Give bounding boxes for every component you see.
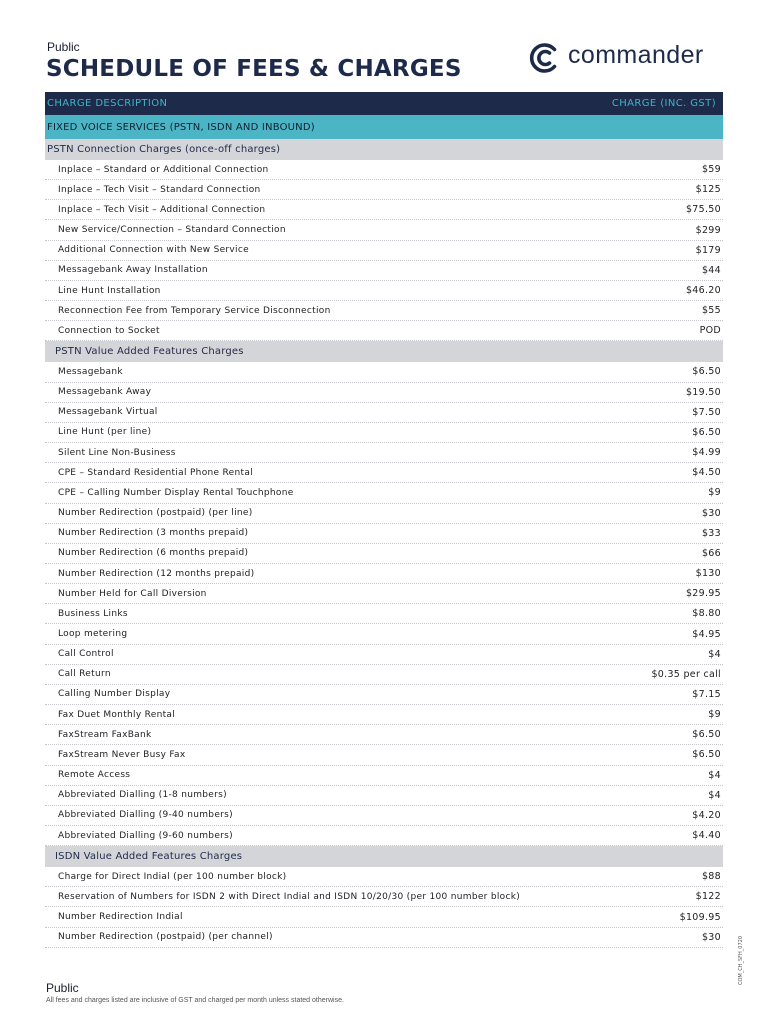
charge-amount: $299 xyxy=(695,224,721,236)
charge-amount: $6.50 xyxy=(692,749,721,761)
table-row xyxy=(45,604,723,624)
subsection-heading: PSTN Connection Charges (once-off charges) xyxy=(45,139,723,160)
table-row xyxy=(45,362,723,382)
charge-amount: $6.50 xyxy=(692,366,721,378)
table-row xyxy=(45,564,723,584)
charge-amount: $46.20 xyxy=(685,285,721,297)
column-header-charge: CHARGE (INC. GST) xyxy=(611,98,716,109)
charge-description: Number Redirection (12 months prepaid) xyxy=(58,568,255,579)
charge-amount: $9 xyxy=(708,709,721,721)
table-row xyxy=(45,786,723,806)
charge-description: Number Redirection (6 months prepaid) xyxy=(58,548,249,559)
charge-amount: $130 xyxy=(695,568,721,580)
subsection-heading: ISDN Value Added Features Charges xyxy=(45,846,723,867)
table-row xyxy=(45,584,723,604)
charge-amount: $44 xyxy=(701,264,721,276)
charge-description: Messagebank Away xyxy=(58,387,152,398)
charge-amount: $8.80 xyxy=(692,608,721,620)
table-row xyxy=(45,261,723,281)
charge-amount: $4 xyxy=(708,648,721,660)
charge-description: Loop metering xyxy=(58,629,128,640)
charge-amount: POD xyxy=(699,325,721,337)
table-row xyxy=(45,907,723,927)
charge-amount: $88 xyxy=(701,871,721,883)
charge-description: Connection to Socket xyxy=(58,325,160,336)
charge-description: Messagebank Virtual xyxy=(58,407,158,418)
table-row xyxy=(45,826,723,846)
charge-amount: $4.20 xyxy=(692,809,721,821)
charge-description: Remote Access xyxy=(58,770,131,781)
charge-amount: $4.95 xyxy=(692,628,721,640)
table-row xyxy=(45,403,723,423)
charge-description: Inplace – Standard or Additional Connection xyxy=(58,164,269,175)
charge-description: Number Held for Call Diversion xyxy=(58,588,207,599)
footer-classification: Public xyxy=(46,981,79,995)
commander-logo xyxy=(526,40,704,76)
charge-amount: $125 xyxy=(695,184,721,196)
charge-amount: $7.15 xyxy=(692,688,721,700)
charge-description: Inplace – Tech Visit – Additional Connection xyxy=(58,204,266,215)
charge-amount: $30 xyxy=(701,931,721,943)
table-row xyxy=(45,463,723,483)
charge-description: Abbreviated Dialling (9-40 numbers) xyxy=(58,810,233,821)
charge-amount: $4 xyxy=(708,789,721,801)
table-row xyxy=(45,220,723,240)
charge-description: Messagebank Away Installation xyxy=(58,265,208,276)
section-heading: FIXED VOICE SERVICES (PSTN, ISDN AND INBOUND) xyxy=(45,115,723,139)
table-row xyxy=(45,725,723,745)
charge-amount: $4.50 xyxy=(692,467,721,479)
charge-amount: $19.50 xyxy=(685,386,721,398)
table-row xyxy=(45,504,723,524)
charge-description: FaxStream Never Busy Fax xyxy=(58,749,186,760)
document-code: COM_CH_SFH_0720 xyxy=(738,935,744,985)
charge-description: Abbreviated Dialling (1-8 numbers) xyxy=(58,790,227,801)
charge-amount: $33 xyxy=(701,527,721,539)
charge-amount: $4.99 xyxy=(692,447,721,459)
table-row xyxy=(45,887,723,907)
charge-amount: $30 xyxy=(701,507,721,519)
charge-description: CPE – Standard Residential Phone Rental xyxy=(58,467,253,478)
charge-description: Number Redirection (3 months prepaid) xyxy=(58,528,249,539)
table-row xyxy=(45,383,723,403)
charge-description: New Service/Connection – Standard Connection xyxy=(58,225,286,236)
table-row xyxy=(45,180,723,200)
table-row xyxy=(45,321,723,341)
charge-amount: $66 xyxy=(701,547,721,559)
charge-description: Line Hunt (per line) xyxy=(58,427,152,438)
table-row xyxy=(45,624,723,644)
table-row xyxy=(45,665,723,685)
column-header-description: CHARGE DESCRIPTION xyxy=(47,98,168,109)
charge-amount: $109.95 xyxy=(679,911,721,923)
table-row xyxy=(45,766,723,786)
charge-description: Messagebank xyxy=(58,366,123,377)
table-row xyxy=(45,645,723,665)
table-row xyxy=(45,524,723,544)
table-row xyxy=(45,483,723,503)
table-row xyxy=(45,705,723,725)
charge-amount: $9 xyxy=(708,487,721,499)
table-row xyxy=(45,928,723,948)
charge-amount: $179 xyxy=(695,244,721,256)
charge-amount: $29.95 xyxy=(685,588,721,600)
charge-description: Reconnection Fee from Temporary Service Disconnection xyxy=(58,305,331,316)
table-row xyxy=(45,867,723,887)
charge-amount: $6.50 xyxy=(692,729,721,741)
charge-description: Number Redirection (postpaid) (per channel) xyxy=(58,932,273,943)
table-row xyxy=(45,301,723,321)
table-header xyxy=(45,92,723,115)
table-row xyxy=(45,745,723,765)
fees-table xyxy=(45,92,723,948)
logo-wordmark: commander xyxy=(568,40,704,69)
charge-amount: $55 xyxy=(701,305,721,317)
table-row xyxy=(45,544,723,564)
commander-logo-icon xyxy=(526,40,562,76)
table-row xyxy=(45,806,723,826)
charge-description: Line Hunt Installation xyxy=(58,285,161,296)
charge-amount: $59 xyxy=(701,164,721,176)
table-row xyxy=(45,160,723,180)
charge-groups xyxy=(45,139,723,948)
charge-amount: $75.50 xyxy=(685,204,721,216)
table-row xyxy=(45,281,723,301)
charge-description: Business Links xyxy=(58,608,128,619)
charge-amount: $122 xyxy=(695,891,721,903)
charge-description: Additional Connection with New Service xyxy=(58,245,249,256)
charge-amount: $0.35 per call xyxy=(651,668,721,680)
footer-note: All fees and charges listed are inclusive of GST and charged per month unless stated otherwise. xyxy=(46,997,344,1004)
charge-description: Reservation of Numbers for ISDN 2 with Direct Indial and ISDN 10/20/30 (per 100 number block) xyxy=(58,891,521,902)
charge-description: Calling Number Display xyxy=(58,689,171,700)
charge-amount: $4.40 xyxy=(692,830,721,842)
charge-amount: $7.50 xyxy=(692,406,721,418)
charge-description: Silent Line Non-Business xyxy=(58,447,176,458)
table-row xyxy=(45,241,723,261)
table-row xyxy=(45,423,723,443)
charge-amount: $4 xyxy=(708,769,721,781)
classification-label: Public xyxy=(47,40,80,54)
charge-description: Number Redirection (postpaid) (per line) xyxy=(58,508,253,519)
charge-description: Call Control xyxy=(58,649,114,660)
table-row xyxy=(45,443,723,463)
charge-description: Call Return xyxy=(58,669,111,680)
table-row xyxy=(45,200,723,220)
charge-description: Number Redirection Indial xyxy=(58,912,183,923)
charge-description: Fax Duet Monthly Rental xyxy=(58,709,176,720)
subsection-heading: PSTN Value Added Features Charges xyxy=(45,341,723,362)
page-title: SCHEDULE OF FEES & CHARGES xyxy=(46,56,462,82)
charge-description: Inplace – Tech Visit – Standard Connection xyxy=(58,184,261,195)
charge-description: Charge for Direct Indial (per 100 number block) xyxy=(58,871,287,882)
charge-description: FaxStream FaxBank xyxy=(58,729,152,740)
charge-description: Abbreviated Dialling (9-60 numbers) xyxy=(58,830,233,841)
charge-description: CPE – Calling Number Display Rental Touchphone xyxy=(58,487,294,498)
charge-amount: $6.50 xyxy=(692,426,721,438)
table-row xyxy=(45,685,723,705)
